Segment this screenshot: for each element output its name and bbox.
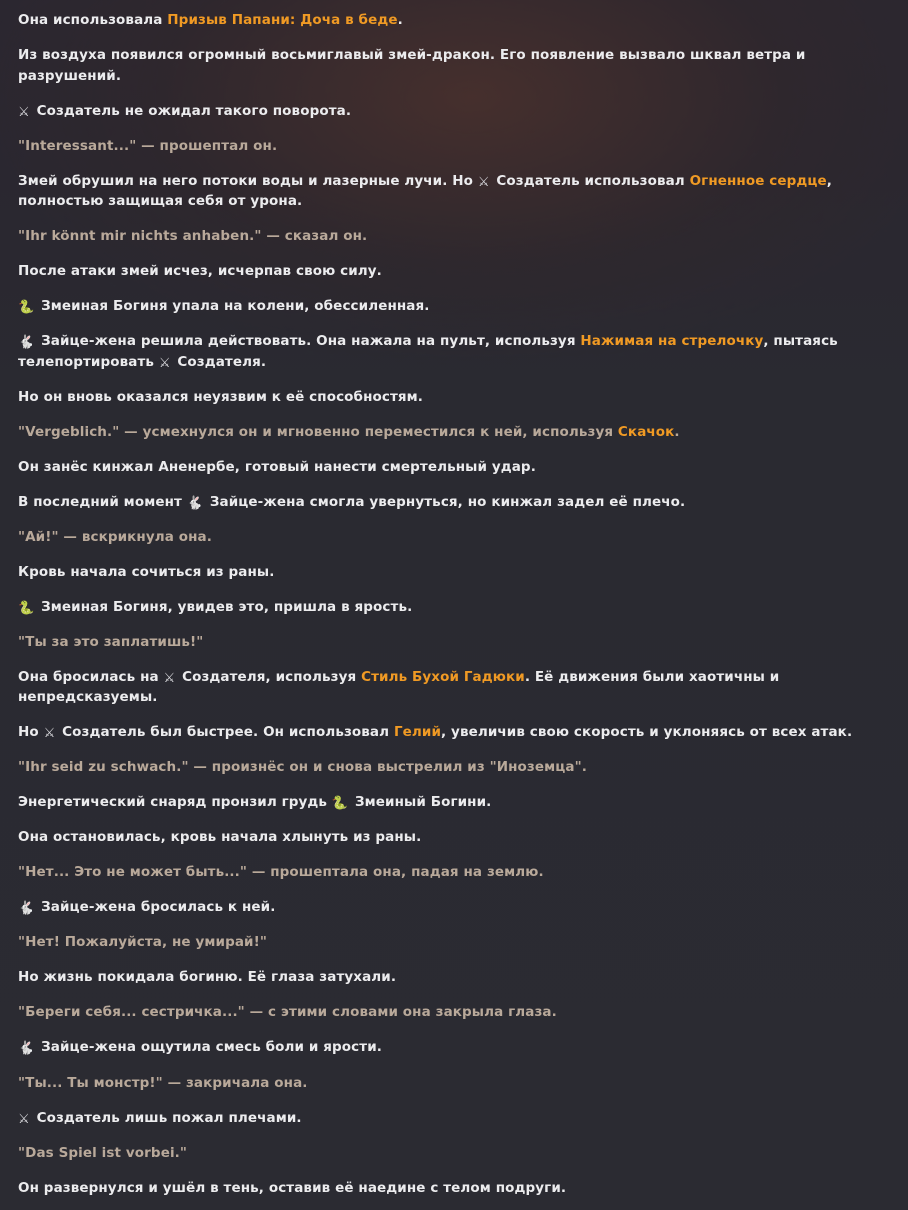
text-run: Она остановилась, кровь начала хлынуть из раны.	[18, 829, 422, 846]
narration-line	[18, 562, 890, 583]
dialogue-line	[18, 1143, 890, 1164]
text-run: Но	[18, 724, 44, 741]
ability-name: Призыв Папани: Доча в беде	[167, 12, 398, 28]
text-run: "Ты за это заплатишь!"	[18, 633, 204, 650]
narration-line	[18, 827, 890, 848]
ability-name: Гелий	[393, 724, 442, 741]
narration-line	[18, 967, 890, 988]
rabbit-icon: 🐇	[18, 901, 35, 917]
crossed-swords-icon: ⚔	[163, 670, 176, 686]
text-run: Она бросилась на	[18, 668, 164, 685]
crossed-swords-icon: ⚔	[477, 174, 490, 190]
text-run: Змеиный Богини.	[350, 794, 492, 811]
dialogue-line	[18, 136, 890, 157]
ability-name: Нажимая на стрелочку	[580, 333, 764, 350]
text-run: Но жизнь покидала богиню. Её глаза затухали.	[18, 969, 397, 986]
dialogue-line	[18, 932, 890, 953]
narration-line	[18, 10, 890, 31]
text-run: Зайце-жена бросилась к ней.	[36, 899, 276, 916]
dialogue-line	[18, 422, 890, 443]
text-run: "Interessant..." — прошептал он.	[18, 137, 278, 154]
text-run: "Ihr könnt mir nichts anhaben." — сказал он.	[18, 228, 368, 245]
text-run: Змеиная Богиня, увидев это, пришла в ярость.	[36, 598, 413, 615]
crossed-swords-icon: ⚔	[158, 355, 171, 371]
text-run: "Ты... Ты монстр!" — закричала она.	[18, 1074, 308, 1091]
narration-line	[18, 1037, 890, 1058]
text-run: Он занёс кинжал Аненербе, готовый нанести смертельный удар.	[18, 458, 536, 475]
snake-icon: 🐍	[18, 600, 35, 616]
text-run: "Ай!" — вскрикнула она.	[18, 528, 212, 545]
narration-line	[18, 387, 890, 408]
dialogue-line	[18, 226, 890, 247]
text-run: , полностью защищая себя от урона.	[18, 172, 833, 210]
narration-line	[18, 492, 890, 513]
text-run: Зайце-жена смогла увернуться, но кинжал задел её плечо.	[205, 493, 686, 510]
text-run: Энергетический снаряд пронзил грудь	[18, 794, 332, 811]
narration-line	[18, 101, 890, 122]
text-run: Создателя.	[172, 353, 267, 370]
text-run: Создатель не ожидал такого поворота.	[31, 102, 352, 119]
text-run: Змеиная Богиня упала на колени, обессиленная.	[36, 298, 430, 315]
crossed-swords-icon: ⚔	[43, 726, 56, 742]
narration-line	[18, 897, 890, 918]
text-run: , пытаясь телепортировать	[18, 333, 838, 370]
text-run: Создатель использовал	[491, 172, 690, 189]
dialogue-line	[18, 1073, 890, 1094]
dialogue-line	[18, 757, 890, 778]
text-run: Но он вновь оказался неуязвим к её способностям.	[18, 388, 424, 405]
text-run: Зайце-жена ощутила смесь боли и ярости.	[36, 1039, 382, 1056]
narration-line	[18, 1178, 890, 1199]
rabbit-icon: 🐇	[18, 1041, 35, 1057]
crossed-swords-icon: ⚔	[18, 104, 30, 120]
text-run: "Нет... Это не может быть..." — прошептала она, падая на землю.	[18, 864, 544, 881]
text-run: . Её движения были хаотичны и непредсказуемы.	[18, 668, 780, 706]
text-run: "Das Spiel ist vorbei."	[18, 1144, 188, 1161]
text-run: "Береги себя... сестричка..." — с этими словами она закрыла глаза.	[18, 1004, 557, 1021]
narration-line	[18, 331, 890, 372]
text-run: Из воздуха появился огромный восьмиглавый змей-дракон. Его появление вызвало шквал ветра и разрушений.	[18, 47, 806, 84]
text-run: "Нет! Пожалуйста, не умирай!"	[18, 934, 267, 951]
text-run: Она использовала	[18, 12, 168, 28]
rabbit-icon: 🐇	[186, 495, 204, 511]
rabbit-icon: 🐇	[18, 335, 35, 351]
text-run: Создатель лишь пожал плечами.	[31, 1109, 302, 1126]
text-run: В последний момент	[18, 493, 187, 510]
text-run: Зайце-жена решила действовать. Она нажала на пульт, используя	[36, 333, 581, 350]
ability-name: Скачок	[617, 423, 675, 440]
text-run: Создателя, используя	[177, 668, 362, 685]
text-run: Он развернулся и ушёл в тень, оставив её наедине с телом подруги.	[18, 1179, 567, 1196]
narration-line	[18, 597, 890, 618]
text-run: "Vergeblich." — усмехнулся он и мгновенно переместился к ней, используя	[18, 423, 618, 440]
narration-line	[18, 457, 890, 478]
text-run: Змей обрушил на него потоки воды и лазерные лучи. Но	[18, 172, 478, 189]
narration-line	[18, 261, 890, 282]
dialogue-line	[18, 862, 890, 883]
text-run: После атаки змей исчез, исчерпав свою силу.	[18, 263, 382, 280]
narration-line	[18, 667, 890, 708]
text-run: , увеличив свою скорость и уклоняясь от всех атак.	[441, 724, 853, 741]
narration-line	[18, 792, 890, 813]
narration-line	[18, 722, 890, 743]
ability-name: Огненное сердце	[689, 172, 827, 189]
narration-line	[18, 296, 890, 317]
narration-line	[18, 45, 890, 86]
text-run: "Ihr seid zu schwach." — произнёс он и снова выстрелил из "Иноземца".	[18, 759, 587, 776]
text-run: Создатель был быстрее. Он использовал	[57, 724, 394, 741]
text-run: .	[674, 423, 680, 440]
narration-line	[18, 1108, 890, 1129]
ability-name: Стиль Бухой Гадюки	[361, 668, 525, 685]
text-run: Кровь начала сочиться из раны.	[18, 563, 275, 580]
snake-icon: 🐍	[18, 300, 35, 316]
dialogue-line	[18, 1002, 890, 1023]
dialogue-line	[18, 527, 890, 548]
crossed-swords-icon: ⚔	[18, 1111, 30, 1127]
dialogue-line	[18, 632, 890, 653]
narration-line	[18, 171, 890, 212]
snake-icon: 🐍	[331, 796, 349, 812]
text-run: .	[397, 12, 403, 28]
